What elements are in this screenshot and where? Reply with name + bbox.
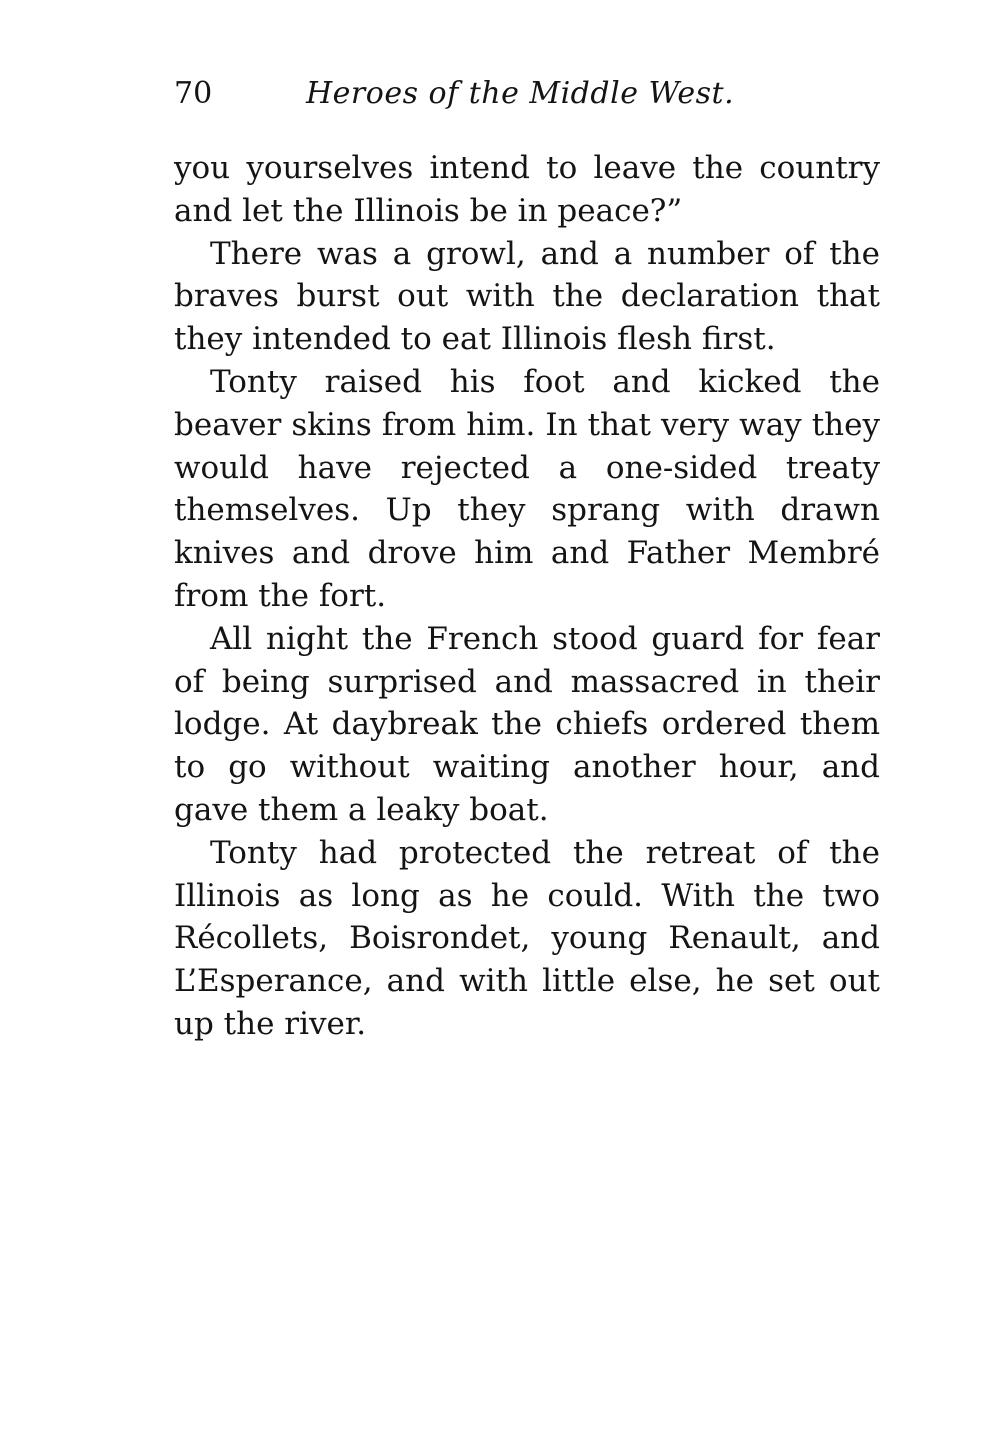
paragraph-continuation: you yourselves intend to leave the country and let the Illinois be in peace?” [174, 150, 880, 229]
page-header [174, 74, 880, 114]
running-title: Heroes of the Middle West. [306, 76, 735, 111]
body-text [174, 147, 880, 1046]
paragraph-tonty-kicks: Tonty raised his foot and kicked the beaver skins from him. In that very way they would have rejected a one-sided treaty themselves. Up they sprang with drawn knives and drove him and Father Membré from the fort. [174, 363, 880, 614]
paragraph-night-guard: All night the French stood guard for fear of being surprised and massacred in their lodge. At daybreak the chiefs ordered them to go without waiting another hour, and gave them a leaky boat. [174, 620, 880, 828]
paragraph-departure: Tonty had protected the retreat of the Illinois as long as he could. With the two Récollets, Boisrondet, young Renault, and L’Esperance, and with little else, he set out up the river. [174, 834, 880, 1042]
paragraph-growl: There was a growl, and a number of the braves burst out with the declaration that they intended to eat Illinois flesh first. [174, 235, 880, 358]
page-number: 70 [174, 76, 213, 111]
